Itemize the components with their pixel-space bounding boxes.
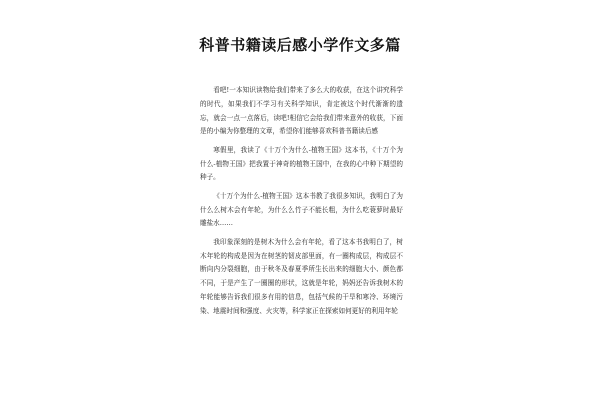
paragraph-winter-reading: 寒假里，我读了《十万个为什么-植物王国》这本书，《十万个为什么-植物王国》把我置于神奇的植物王国中，在我的心中种下期望的种子。	[200, 145, 403, 182]
document-title: 科普书籍读后感小学作文多篇	[199, 36, 401, 54]
document-body	[200, 84, 403, 323]
paragraph-tree-rings: 我印象深刻的是树木为什么会有年轮，看了这本书我明白了，树木年轮的构成是因为在树茎的韧皮部里面，有一圈构成层，构成层不断向内分裂细胞，由于秋冬及春夏季所生长出来的细胞大小、颜色都不同，于是产生了一圈圈的形状，这就是年轮，妈妈还告诉我树木的年轮能够告诉我们很多有用的信息，包括气候的干旱和寒冷、环境污染、地震时间和强度、火灾等，科学家正在探索如何更好的利用年轮	[200, 237, 403, 315]
paragraph-knowledge: 《十万个为什么-植物王国》这本书教了我很多知识，我明白了为什么么树木会有年轮，为什么么竹子不能长粗，为什么吃蓑萝时最好雕盐水……	[200, 191, 403, 228]
paragraph-intro: 看吧!一本知识读物给我们带来了多么大的收获，在这个讲究科学的时代，如果我们不学习有关科学知识，肯定被这个时代渐渐的遗忘，就会一点一点落后，读吧!相信它会给我们带来意外的收获，下面是的小编为你整理的文章，希望你们能够喜欢科普书籍读后感	[200, 86, 403, 136]
